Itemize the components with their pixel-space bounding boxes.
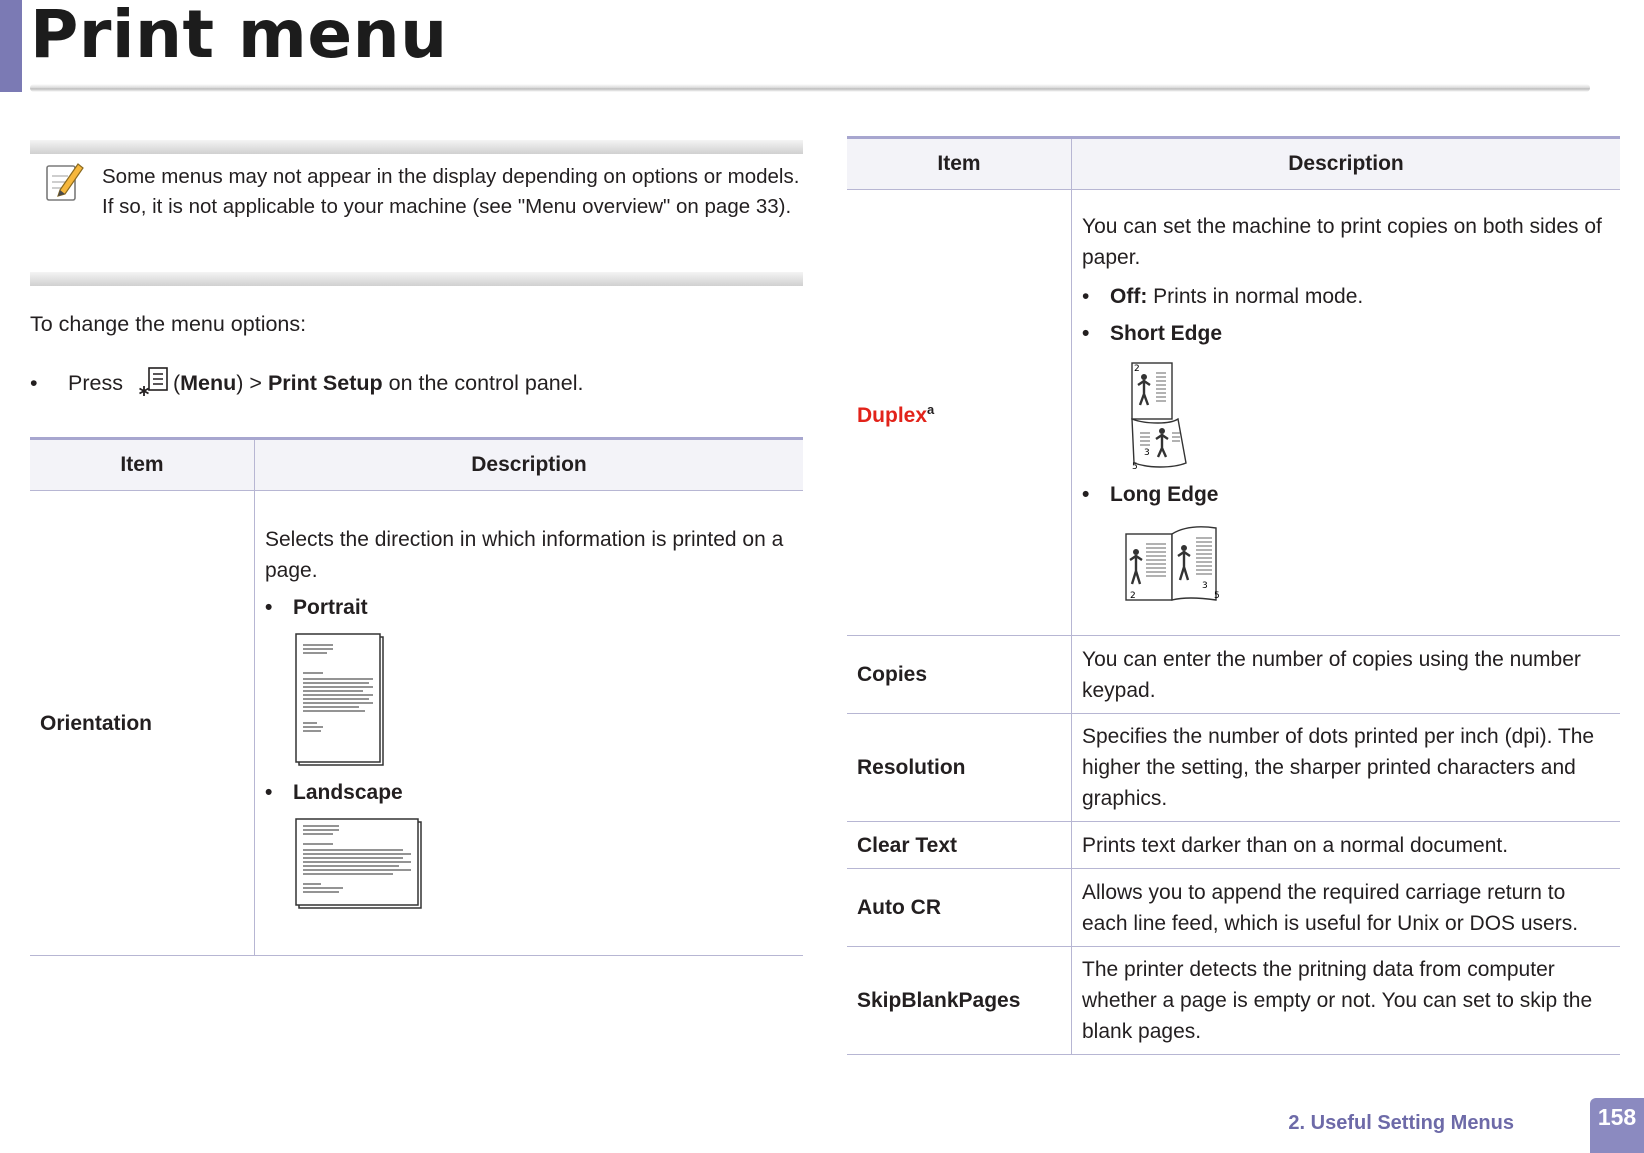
long-edge-label: Long Edge: [1110, 483, 1219, 506]
separator: ) >: [236, 371, 262, 395]
off-label: Off:: [1110, 285, 1148, 308]
table-row: [847, 190, 1620, 636]
option-off: • Off: Prints in normal mode.: [1082, 285, 1364, 308]
short-edge-page-3: 3: [1144, 448, 1150, 458]
copies-description: You can enter the number of copies using the number keypad.: [1072, 636, 1621, 714]
table-header-description: Description: [1072, 138, 1621, 190]
short-edge-icon: [1126, 359, 1196, 473]
item-resolution: Resolution: [847, 714, 1072, 822]
step-instruction: [30, 366, 583, 398]
table-row: [30, 491, 803, 956]
item-clear-text: Clear Text: [847, 822, 1072, 869]
landscape-label: Landscape: [293, 781, 403, 804]
option-long-edge: • Long Edge: [1082, 479, 1610, 510]
option-short-edge: • Short Edge: [1082, 318, 1610, 349]
orientation-table: [30, 437, 803, 956]
portrait-page-icon: [293, 631, 393, 771]
bullet: •: [30, 371, 38, 395]
page-number: 158: [1590, 1098, 1644, 1153]
duplex-description-cell: [1072, 190, 1621, 636]
title-divider: [30, 84, 1590, 92]
off-text: Prints in normal mode.: [1153, 285, 1364, 308]
note-pencil-icon: [44, 160, 84, 204]
title-accent-bar: [0, 0, 22, 92]
menu-button-icon: [137, 366, 171, 398]
option-landscape: • Landscape: [265, 777, 793, 808]
table-row: [847, 947, 1620, 1055]
intro-text: To change the menu options:: [30, 312, 307, 336]
clear-text-description: Prints text darker than on a normal document.: [1072, 822, 1621, 869]
table-header-item: Item: [847, 138, 1072, 190]
item-duplex: [847, 190, 1072, 636]
orientation-description-cell: [255, 491, 804, 956]
resolution-description: Specifies the number of dots printed per inch (dpi). The higher the setting, the sharper printed characters and graphics.: [1072, 714, 1621, 822]
page-title: Print menu: [30, 0, 448, 73]
print-setup-table: [847, 136, 1620, 1055]
item-auto-cr: Auto CR: [847, 869, 1072, 947]
option-portrait: • Portrait: [265, 592, 793, 623]
table-row: [847, 714, 1620, 822]
table-row: [847, 636, 1620, 714]
table-row: [847, 822, 1620, 869]
long-edge-page-5: 5: [1214, 591, 1220, 601]
item-skip-blank-pages: SkipBlankPages: [847, 947, 1072, 1055]
open-paren: (: [172, 371, 181, 395]
note-bottom-border: [30, 272, 803, 286]
print-setup-label: Print Setup: [267, 371, 383, 395]
footer-section-title: 2. Useful Setting Menus: [1288, 1112, 1514, 1134]
duplex-label: Duplex: [857, 404, 928, 427]
orientation-description: Selects the direction in which information is printed on a page.: [265, 528, 784, 582]
landscape-page-icon: [293, 816, 429, 916]
footnote-mark: a: [927, 402, 935, 417]
duplex-description: You can set the machine to print copies on both sides of paper.: [1082, 215, 1602, 269]
long-edge-icon: [1122, 524, 1226, 608]
short-edge-label: Short Edge: [1110, 322, 1223, 345]
note-text: Some menus may not appear in the display depending on options or models. If so, it is not applicable to your machine (see "Menu overview" on page 33).: [102, 165, 800, 218]
note-top-border: [30, 140, 803, 154]
step-suffix: on the control panel.: [388, 371, 584, 395]
menu-label: Menu: [180, 371, 237, 395]
item-orientation: Orientation: [30, 491, 255, 956]
table-row: [847, 869, 1620, 947]
auto-cr-description: Allows you to append the required carriage return to each line feed, which is useful for Unix or DOS users.: [1072, 869, 1621, 947]
press-text: Press: [68, 371, 123, 395]
table-header-item: Item: [30, 439, 255, 491]
item-copies: Copies: [847, 636, 1072, 714]
portrait-label: Portrait: [293, 596, 368, 619]
short-edge-page-5: 5: [1132, 462, 1138, 472]
long-edge-page-2: 2: [1130, 591, 1136, 601]
table-header-description: Description: [255, 439, 804, 491]
long-edge-page-3: 3: [1202, 581, 1208, 591]
skip-blank-pages-description: The printer detects the pritning data from computer whether a page is empty or not. You can set to skip the blank pages.: [1072, 947, 1621, 1055]
short-edge-page-2: 2: [1134, 364, 1140, 374]
